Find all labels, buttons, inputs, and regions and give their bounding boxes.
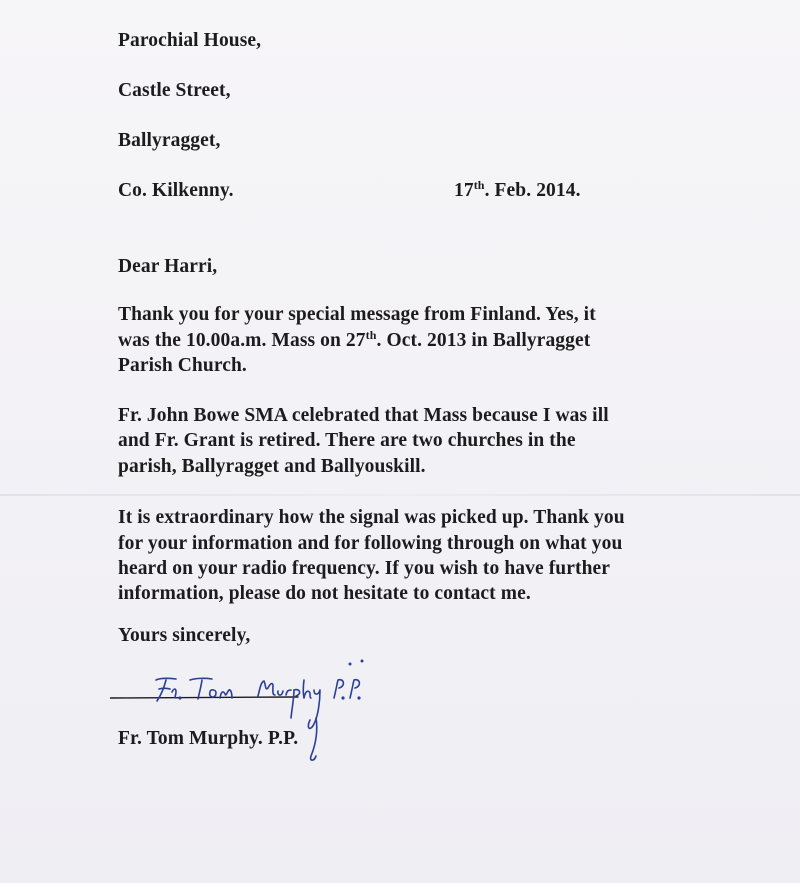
para3-line1: It is extraordinary how the signal was picked up. Thank you xyxy=(118,507,625,528)
para1-line2 xyxy=(118,330,590,352)
para2-line2: and Fr. Grant is retired. There are two churches in the xyxy=(118,430,576,451)
para2-line3: parish, Ballyragget and Ballyouskill. xyxy=(118,456,426,477)
para3-line3: heard on your radio frequency. If you wish to have further xyxy=(118,558,611,579)
date-day: 17 xyxy=(454,180,474,201)
paper-fold xyxy=(0,494,800,496)
salutation: Dear Harri, xyxy=(118,256,218,277)
letter-date xyxy=(454,180,581,202)
para1-line1: Thank you for your special message from Finland. Yes, it xyxy=(118,304,596,325)
address-line-1: Parochial House, xyxy=(118,30,262,51)
para2-line1: Fr. John Bowe SMA celebrated that Mass because I was ill xyxy=(118,405,609,426)
para1-line2-a: was the 10.00a.m. Mass on 27 xyxy=(118,330,366,351)
handwritten-signature xyxy=(110,658,380,768)
closing: Yours sincerely, xyxy=(118,625,251,646)
para1-line2-b: . Oct. 2013 in Ballyragget xyxy=(376,330,591,351)
para3-line2: for your information and for following through on what you xyxy=(118,533,623,554)
date-rest: . Feb. 2014. xyxy=(484,180,581,201)
signatory-name: Fr. Tom Murphy. P.P. xyxy=(118,728,299,749)
address-line-2: Castle Street, xyxy=(118,80,231,101)
para1-line2-sup: th xyxy=(365,328,377,342)
date-suffix: th xyxy=(473,178,485,192)
address-line-4: Co. Kilkenny. xyxy=(118,180,234,201)
address-line-3: Ballyragget, xyxy=(118,130,221,151)
para1-line3: Parish Church. xyxy=(118,355,247,376)
para3-line4: information, please do not hesitate to contact me. xyxy=(118,583,531,604)
